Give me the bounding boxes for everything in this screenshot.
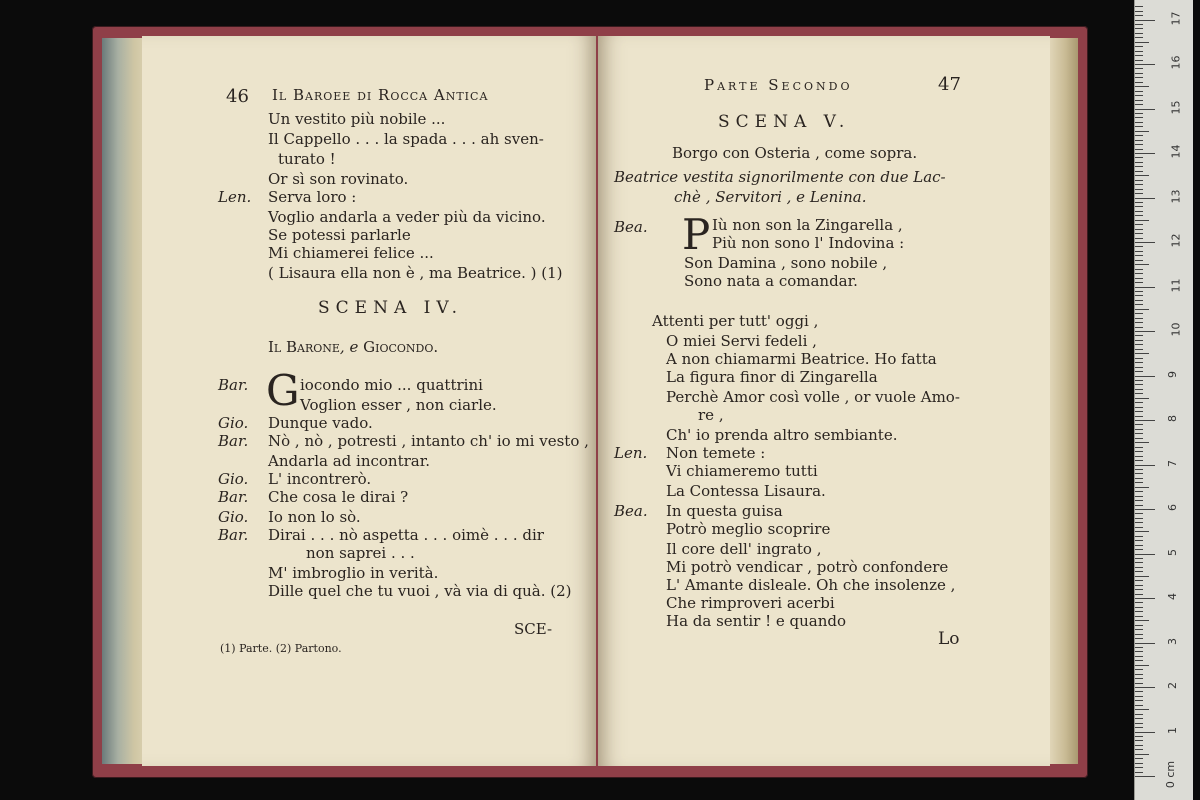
running-header: Parte Secondo: [704, 76, 853, 94]
ruler-tick: [1135, 100, 1143, 101]
speaker-label: Bea.: [614, 218, 648, 236]
text-line: Se potessi parlarle: [268, 226, 411, 244]
ruler-tick: [1135, 763, 1143, 764]
scene-title: SCENA V.: [718, 112, 851, 132]
ruler-tick: [1135, 567, 1143, 568]
ruler-tick: [1135, 104, 1143, 105]
ruler-tick: [1135, 487, 1149, 488]
ruler-tick: [1135, 131, 1149, 132]
song-line: Son Damina , sono nobile ,: [684, 254, 888, 272]
ruler-tick: [1135, 162, 1143, 163]
ruler-tick: [1135, 473, 1143, 474]
ruler-tick: [1135, 380, 1143, 381]
ruler-tick: [1135, 776, 1155, 777]
page-number: 46: [226, 86, 249, 107]
ruler-number: 9: [1166, 370, 1179, 378]
speaker-label: Bea.: [614, 502, 648, 520]
ruler-tick: [1135, 438, 1143, 439]
ruler-tick: [1135, 335, 1143, 336]
speaker-label: Len.: [614, 444, 648, 462]
text-line: L' Amante disleale. Oh che insolenze ,: [666, 576, 956, 594]
ruler-tick: [1135, 340, 1143, 341]
running-header: Il Baroee di Rocca Antica: [272, 86, 489, 104]
text-line: Andarla ad incontrar.: [268, 452, 431, 470]
text-line: re ,: [698, 406, 724, 424]
speaker-label: Gio.: [218, 508, 249, 526]
ruler-tick: [1135, 229, 1143, 230]
ruler-tick: [1135, 282, 1143, 283]
ruler-tick: [1135, 442, 1149, 443]
ruler-tick: [1135, 238, 1143, 239]
text-line: Il Cappello . . . la spada . . . ah sven-: [268, 130, 544, 148]
song-line: Iù non son la Zingarella ,: [712, 216, 903, 234]
footnote: (1) Parte. (2) Partono.: [220, 642, 342, 655]
ruler-tick: [1135, 505, 1143, 506]
text-line: Non temete :: [666, 444, 766, 462]
text-line: ( Lisaura ella non è , ma Beatrice. ) (1): [268, 264, 563, 282]
ruler-tick: [1135, 68, 1143, 69]
ruler-tick: [1135, 211, 1143, 212]
ruler-tick: [1135, 594, 1143, 595]
ruler-number: 12: [1169, 233, 1183, 248]
speaker-label: Gio.: [218, 470, 249, 488]
ruler-tick: [1135, 278, 1143, 279]
stage-direction: chè , Servitori , e Lenina.: [674, 188, 867, 206]
ruler-tick: [1135, 371, 1143, 372]
text-line: Serva loro :: [268, 188, 357, 206]
ruler-tick: [1135, 714, 1143, 715]
ruler-number: 10: [1169, 322, 1183, 337]
scene-setting: Borgo con Osteria , come sopra.: [672, 144, 918, 162]
ruler-tick: [1135, 198, 1155, 199]
ruler-tick: [1135, 140, 1143, 141]
text-line: Nò , nò , potresti , intanto ch' io mi vesto ,: [268, 432, 589, 450]
ruler-tick: [1135, 429, 1143, 430]
ruler-tick: [1135, 367, 1143, 368]
ruler-tick: [1135, 456, 1143, 457]
ruler-tick: [1135, 126, 1143, 127]
ruler-number: 5: [1166, 548, 1179, 556]
cast-name: Il Barone: [268, 338, 340, 356]
ruler-tick: [1135, 331, 1155, 332]
ruler-tick: [1135, 287, 1155, 288]
ruler-tick: [1135, 149, 1143, 150]
text-line: La figura finor di Zingarella: [666, 368, 878, 386]
ruler-tick: [1135, 384, 1143, 385]
ruler-tick: [1135, 687, 1155, 688]
ruler-number: 2: [1166, 682, 1179, 689]
ruler-tick: [1135, 37, 1143, 38]
text-line: Io non lo sò.: [268, 508, 361, 526]
ruler-tick: [1135, 166, 1143, 167]
ruler-tick: [1135, 206, 1143, 207]
ruler-tick: [1135, 313, 1143, 314]
ruler-tick: [1135, 683, 1143, 684]
stage-direction: Beatrice vestita signorilmente con due Lac-: [614, 168, 946, 186]
measuring-ruler: [1134, 0, 1193, 800]
catchword: Lo: [938, 629, 960, 649]
ruler-tick: [1135, 144, 1143, 145]
ruler-tick: [1135, 215, 1143, 216]
text-line: Dirai . . . nò aspetta . . . oimè . . . dir: [268, 526, 544, 544]
text-line: Mi chiamerei felice ...: [268, 244, 434, 262]
ruler-tick: [1135, 344, 1143, 345]
ruler-tick: [1135, 55, 1143, 56]
ruler-tick: [1135, 700, 1143, 701]
ruler-tick: [1135, 634, 1143, 635]
ruler-tick: [1135, 171, 1143, 172]
ruler-tick: [1135, 638, 1143, 639]
scene-cast: [268, 338, 438, 356]
ruler-tick: [1135, 424, 1143, 425]
ruler-tick: [1135, 674, 1143, 675]
ruler-tick: [1135, 460, 1143, 461]
ruler-tick: [1135, 193, 1143, 194]
ruler-tick: [1135, 465, 1155, 466]
ruler-tick: [1135, 616, 1143, 617]
ruler-tick: [1135, 189, 1143, 190]
ruler-tick: [1135, 202, 1143, 203]
ruler-tick: [1135, 407, 1143, 408]
ruler-tick: [1135, 304, 1143, 305]
ruler-number: 0 cm: [1164, 760, 1178, 789]
text-line: M' imbroglio in verità.: [268, 564, 439, 582]
ruler-tick: [1135, 709, 1149, 710]
text-line: Che rimproveri acerbi: [666, 594, 835, 612]
text-line: Dille quel che tu vuoi , và via di quà. (2): [268, 582, 572, 600]
ruler-tick: [1135, 95, 1143, 96]
text-line: O miei Servi fedeli ,: [666, 332, 817, 350]
ruler-tick: [1135, 643, 1155, 644]
cast-name: Giocondo.: [363, 338, 439, 356]
ruler-tick: [1135, 625, 1143, 626]
ruler-number: 3: [1166, 637, 1179, 645]
text-line: iocondo mio ... quattrini: [300, 376, 483, 394]
text-line: Che cosa le dirai ?: [268, 488, 409, 506]
ruler-tick: [1135, 545, 1143, 546]
text-line: L' incontrerò.: [268, 470, 372, 488]
ruler-tick: [1135, 42, 1149, 43]
text-line: non saprei . . .: [306, 544, 415, 562]
song-line: Sono nata a comandar.: [684, 272, 858, 290]
ruler-tick: [1135, 135, 1143, 136]
page-edges-right: [1046, 38, 1078, 764]
ruler-tick: [1135, 767, 1143, 768]
ruler-tick: [1135, 745, 1143, 746]
ruler-tick: [1135, 736, 1143, 737]
ruler-tick: [1135, 549, 1143, 550]
ruler-tick: [1135, 220, 1149, 221]
ruler-tick: [1135, 620, 1149, 621]
text-line: Vi chiameremo tutti: [666, 462, 818, 480]
ruler-number: 15: [1169, 100, 1183, 114]
ruler-tick: [1135, 353, 1149, 354]
ruler-tick: [1135, 153, 1155, 154]
ruler-tick: [1135, 571, 1143, 572]
right-page: [598, 36, 1050, 766]
ruler-tick: [1135, 251, 1143, 252]
ruler-tick: [1135, 451, 1143, 452]
ruler-tick: [1135, 269, 1143, 270]
ruler-tick: [1135, 28, 1143, 29]
ruler-tick: [1135, 24, 1143, 25]
ruler-number: 16: [1169, 55, 1183, 70]
ruler-tick: [1135, 727, 1143, 728]
ruler-tick: [1135, 291, 1143, 292]
text-line: Potrò meglio scoprire: [666, 520, 831, 538]
ruler-tick: [1135, 540, 1143, 541]
ruler-tick: [1135, 91, 1143, 92]
ruler-tick: [1135, 175, 1149, 176]
catchword: SCE-: [514, 620, 553, 638]
ruler-tick: [1135, 376, 1155, 377]
ruler-tick: [1135, 184, 1143, 185]
text-line: La Contessa Lisaura.: [666, 482, 826, 500]
page-number: 47: [938, 74, 961, 95]
ruler-tick: [1135, 255, 1143, 256]
ruler-tick: [1135, 562, 1143, 563]
ruler-number: 4: [1166, 593, 1179, 600]
ruler-tick: [1135, 273, 1143, 274]
ruler-number: 14: [1169, 144, 1183, 159]
text-line: Il core dell' ingrato ,: [666, 540, 822, 558]
ruler-tick: [1135, 242, 1155, 243]
ruler-tick: [1135, 420, 1155, 421]
ruler-tick: [1135, 327, 1143, 328]
ruler-tick: [1135, 264, 1149, 265]
ruler-tick: [1135, 772, 1143, 773]
ruler-tick: [1135, 233, 1143, 234]
ruler-tick: [1135, 500, 1143, 501]
ruler-tick: [1135, 260, 1143, 261]
ruler-number: 6: [1166, 504, 1179, 511]
ruler-tick: [1135, 647, 1143, 648]
ruler-tick: [1135, 322, 1143, 323]
ruler-tick: [1135, 522, 1143, 523]
cast-separator: , e: [339, 338, 359, 356]
ruler-tick: [1135, 691, 1143, 692]
ruler-tick: [1135, 157, 1143, 158]
ruler-tick: [1135, 598, 1155, 599]
ruler-tick: [1135, 527, 1143, 528]
ruler-tick: [1135, 665, 1149, 666]
text-line: Voglion esser , non ciarle.: [300, 396, 497, 414]
ruler-tick: [1135, 393, 1143, 394]
ruler-tick: [1135, 718, 1143, 719]
ruler-tick: [1135, 589, 1143, 590]
text-line: Voglio andarla a veder più da vicino.: [268, 208, 546, 226]
ruler-tick: [1135, 669, 1143, 670]
ruler-tick: [1135, 402, 1143, 403]
ruler-tick: [1135, 491, 1143, 492]
ruler-tick: [1135, 607, 1143, 608]
ruler-tick: [1135, 77, 1143, 78]
ruler-tick: [1135, 740, 1143, 741]
ruler-tick: [1135, 656, 1143, 657]
ruler-tick: [1135, 117, 1143, 118]
ruler-tick: [1135, 536, 1143, 537]
ruler-tick: [1135, 309, 1149, 310]
ruler-tick: [1135, 629, 1143, 630]
ruler-tick: [1135, 754, 1149, 755]
ruler-tick: [1135, 554, 1155, 555]
ruler-number: 17: [1169, 11, 1183, 25]
text-line: Attenti per tutt' oggi ,: [652, 312, 819, 330]
ruler-tick: [1135, 73, 1143, 74]
ruler-number: 1: [1166, 726, 1179, 734]
ruler-tick: [1135, 318, 1143, 319]
ruler-tick: [1135, 180, 1143, 181]
ruler-tick: [1135, 60, 1143, 61]
ruler-tick: [1135, 660, 1143, 661]
ruler-tick: [1135, 580, 1143, 581]
ruler-tick: [1135, 469, 1143, 470]
ruler-number: 7: [1166, 459, 1179, 467]
speaker-label: Gio.: [218, 414, 249, 432]
text-line: In questa guisa: [666, 502, 783, 520]
ruler-tick: [1135, 482, 1143, 483]
ruler-tick: [1135, 224, 1143, 225]
ruler-tick: [1135, 389, 1143, 390]
text-line: Or sì son rovinato.: [268, 170, 409, 188]
ruler-tick: [1135, 585, 1143, 586]
ruler-tick: [1135, 749, 1143, 750]
text-line: turato !: [278, 150, 336, 168]
ruler-tick: [1135, 447, 1143, 448]
ruler-tick: [1135, 478, 1143, 479]
ruler-tick: [1135, 113, 1143, 114]
ruler-tick: [1135, 723, 1143, 724]
ruler-tick: [1135, 416, 1143, 417]
ruler-tick: [1135, 300, 1143, 301]
ruler-tick: [1135, 398, 1149, 399]
drop-capital: P: [682, 210, 711, 259]
ruler-tick: [1135, 46, 1143, 47]
ruler-number: 8: [1166, 415, 1179, 422]
ruler-tick: [1135, 758, 1143, 759]
drop-capital: G: [266, 366, 300, 415]
ruler-tick: [1135, 513, 1143, 514]
speaker-label: Len.: [218, 188, 252, 206]
speaker-label: Bar.: [218, 376, 249, 394]
ruler-tick: [1135, 411, 1143, 412]
ruler-tick: [1135, 349, 1143, 350]
ruler-tick: [1135, 678, 1143, 679]
ruler-tick: [1135, 433, 1143, 434]
ruler-tick: [1135, 15, 1143, 16]
ruler-number: 11: [1169, 278, 1183, 292]
ruler-tick: [1135, 651, 1143, 652]
text-line: Ha da sentir ! e quando: [666, 612, 847, 630]
ruler-tick: [1135, 531, 1149, 532]
speaker-label: Bar.: [218, 432, 249, 450]
text-line: A non chiamarmi Beatrice. Ho fatta: [666, 350, 937, 368]
ruler-tick: [1135, 732, 1155, 733]
text-line: Un vestito più nobile ...: [268, 110, 446, 128]
ruler-tick: [1135, 602, 1143, 603]
text-line: Dunque vado.: [268, 414, 373, 432]
song-line: Più non sono l' Indovina :: [712, 234, 905, 252]
scene-title: SCENA IV.: [318, 298, 464, 318]
ruler-tick: [1135, 358, 1143, 359]
ruler-tick: [1135, 122, 1143, 123]
ruler-tick: [1135, 496, 1143, 497]
ruler-tick: [1135, 705, 1143, 706]
left-page: [142, 36, 596, 766]
ruler-tick: [1135, 611, 1143, 612]
text-line: Mi potrò vendicar , potrò confondere: [666, 558, 949, 576]
ruler-tick: [1135, 86, 1149, 87]
ruler-tick: [1135, 362, 1143, 363]
ruler-tick: [1135, 558, 1143, 559]
ruler-tick: [1135, 246, 1143, 247]
ruler-tick: [1135, 11, 1143, 12]
ruler-tick: [1135, 295, 1143, 296]
ruler-tick: [1135, 109, 1155, 110]
ruler-tick: [1135, 64, 1155, 65]
ruler-tick: [1135, 20, 1155, 21]
ruler-tick: [1135, 696, 1143, 697]
speaker-label: Bar.: [218, 526, 249, 544]
ruler-number: 13: [1169, 189, 1183, 203]
text-line: Perchè Amor così volle , or vuole Amo-: [666, 388, 960, 406]
ruler-tick: [1135, 576, 1149, 577]
speaker-label: Bar.: [218, 488, 249, 506]
ruler-tick: [1135, 33, 1143, 34]
ruler-tick: [1135, 509, 1155, 510]
ruler-tick: [1135, 6, 1143, 7]
ruler-tick: [1135, 82, 1143, 83]
ruler-tick: [1135, 51, 1143, 52]
ruler-tick: [1135, 518, 1143, 519]
text-line: Ch' io prenda altro sembiante.: [666, 426, 898, 444]
